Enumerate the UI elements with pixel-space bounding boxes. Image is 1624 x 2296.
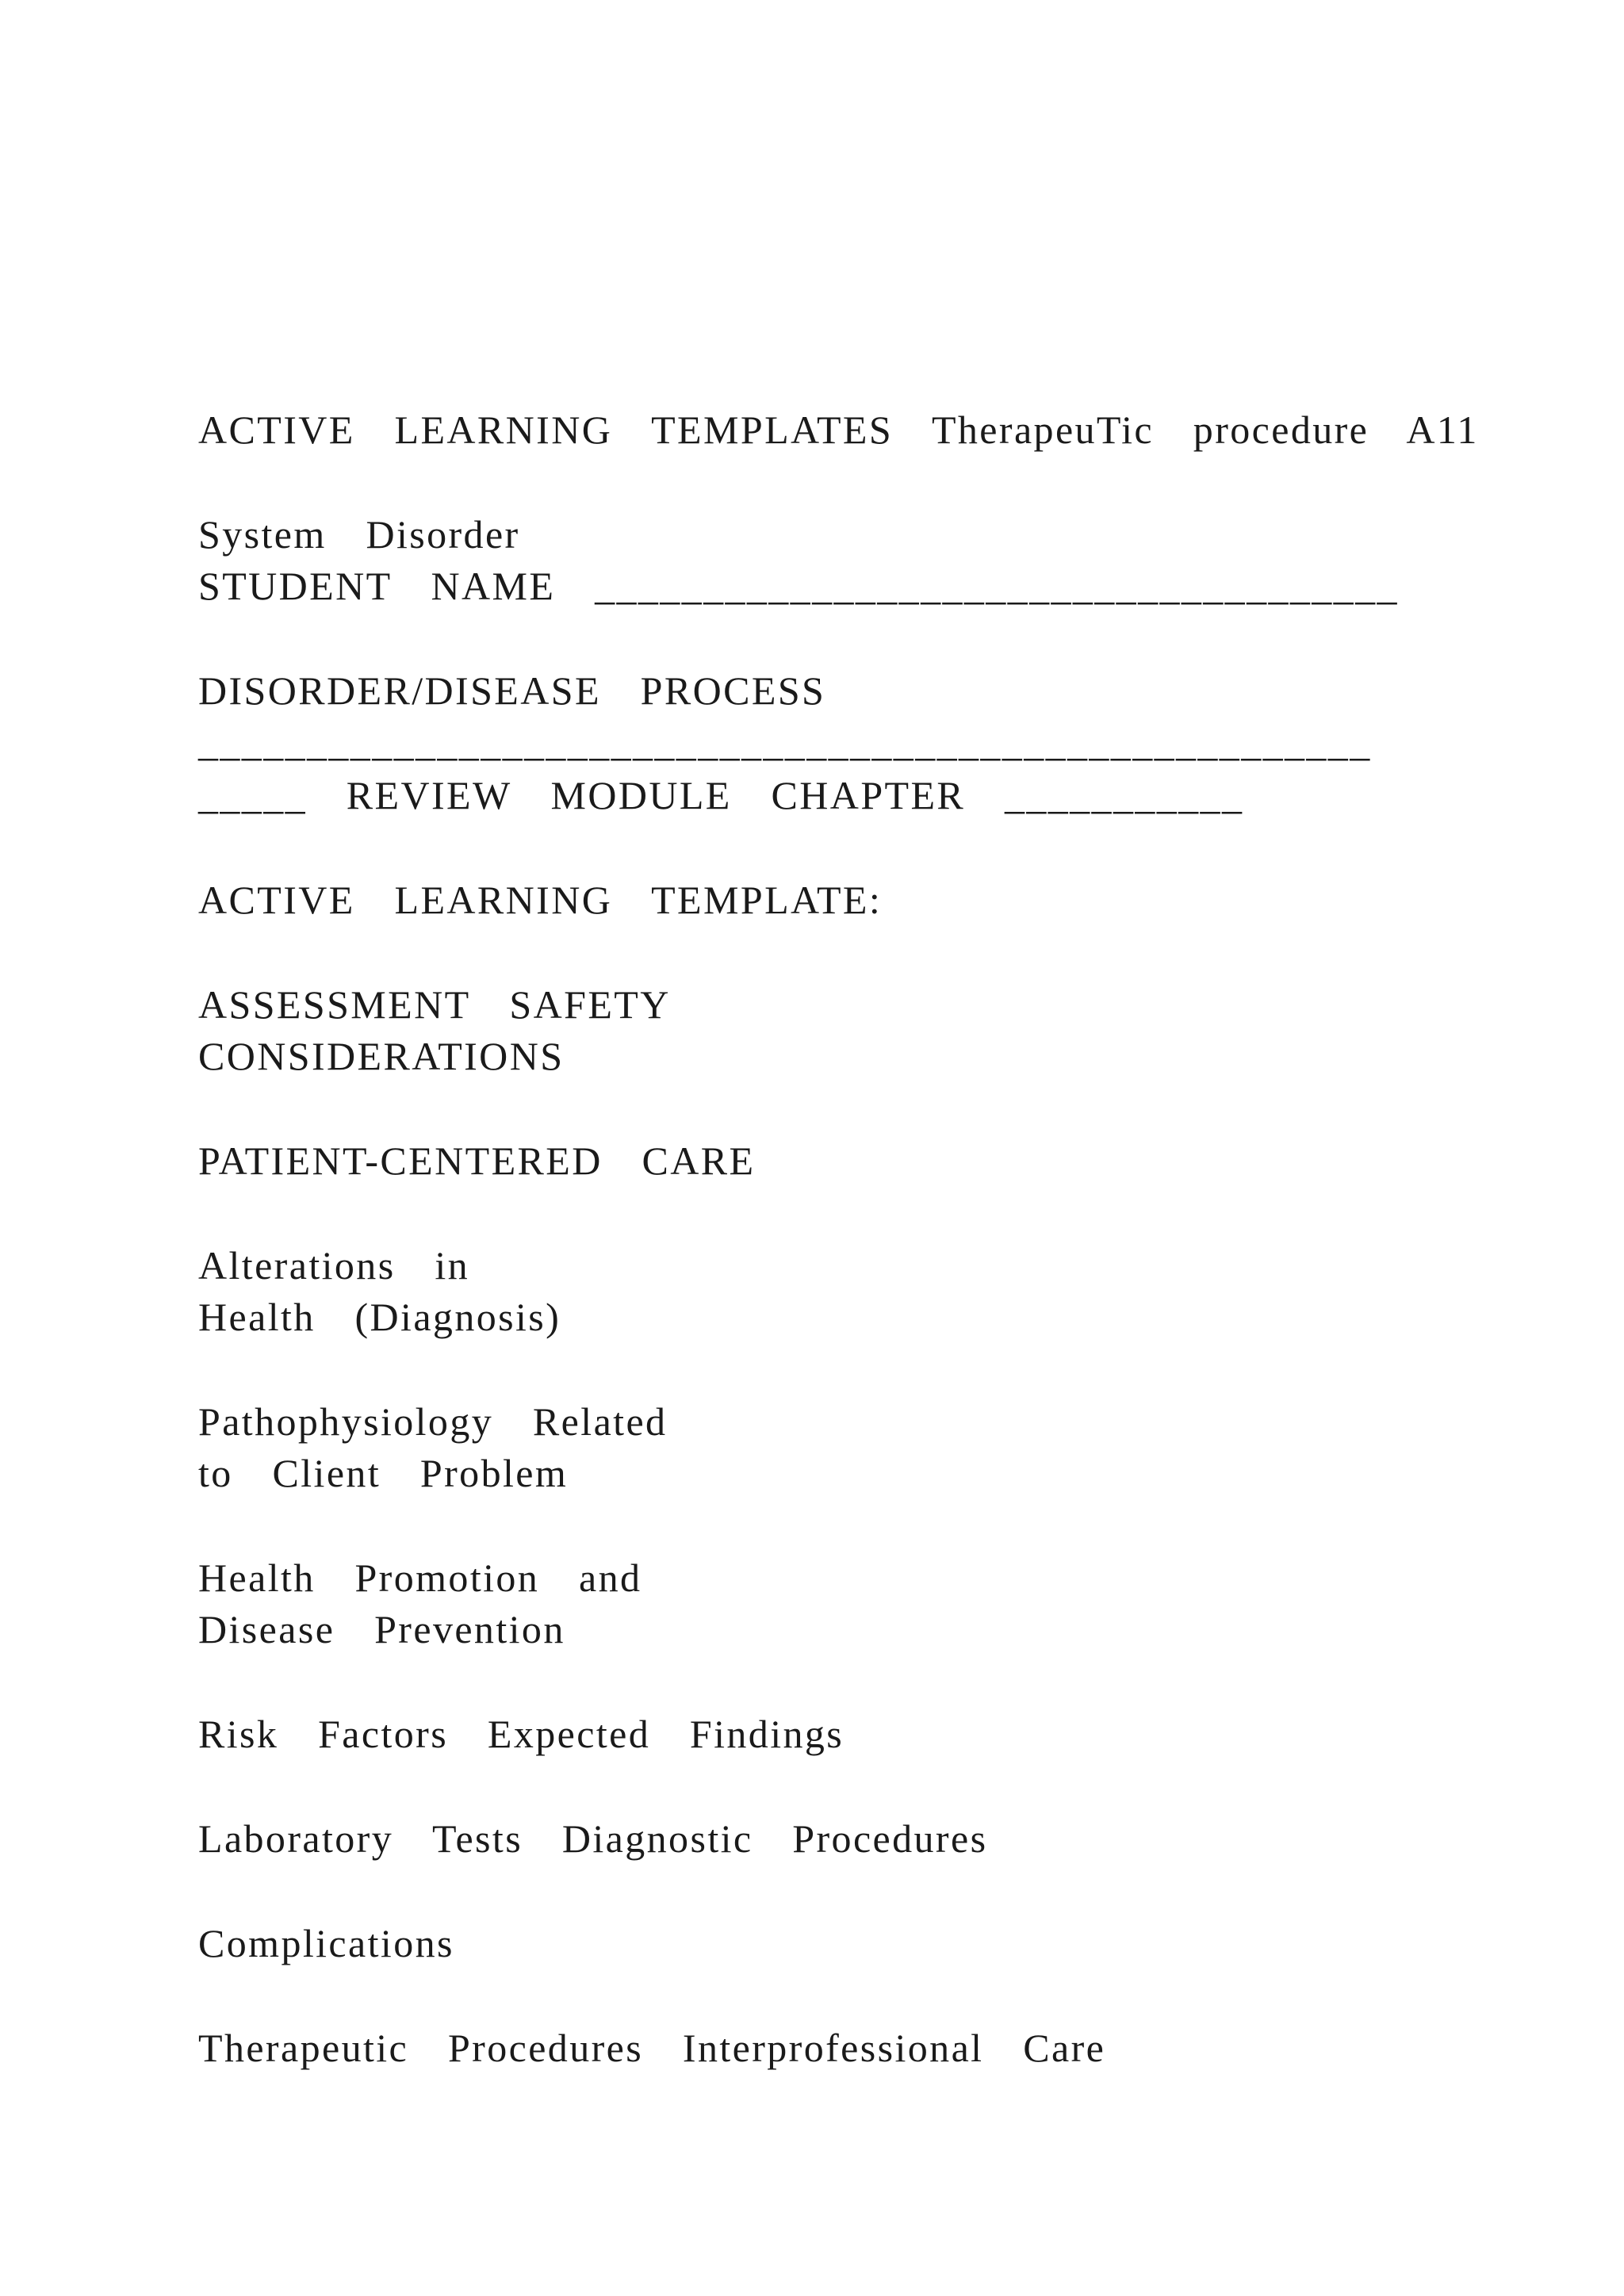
disorder-disease-process-blank: ______________________________________________________ [198, 720, 1372, 764]
health-diagnosis-label: Health (Diagnosis) [198, 1295, 561, 1339]
disease-prevention-label: Disease Prevention [198, 1607, 565, 1651]
active-learning-template-label: ACTIVE LEARNING TEMPLATE: [198, 878, 883, 922]
considerations-label: CONSIDERATIONS [198, 1034, 565, 1078]
health-promotion-label: Health Promotion and [198, 1556, 642, 1600]
disorder-disease-process-label: DISORDER/DISEASE PROCESS [198, 668, 826, 713]
student-name-field: STUDENT NAME _____________________________________ [198, 564, 1399, 608]
system-disorder-label: System Disorder [198, 512, 520, 557]
patient-centered-care-label: PATIENT-CENTERED CARE [198, 1138, 756, 1183]
pathophysiology-related-label: Pathophysiology Related [198, 1399, 668, 1444]
risk-factors-expected-findings-label: Risk Factors Expected Findings [198, 1712, 845, 1756]
alterations-in-label: Alterations in [198, 1243, 470, 1288]
therapeutic-procedures-interprofessional-care-label: Therapeutic Procedures Interprofessional Care [198, 2026, 1106, 2070]
template-heading: ACTIVE LEARNING TEMPLATES TherapeuTic procedure A11 [198, 408, 1479, 452]
assessment-safety-label: ASSESSMENT SAFETY [198, 982, 671, 1027]
complications-label: Complications [198, 1921, 454, 1965]
lab-tests-diagnostic-procedures-label: Laboratory Tests Diagnostic Procedures [198, 1816, 988, 1861]
to-client-problem-label: to Client Problem [198, 1451, 569, 1495]
review-module-chapter-field: _____ REVIEW MODULE CHAPTER ___________ [198, 773, 1244, 817]
